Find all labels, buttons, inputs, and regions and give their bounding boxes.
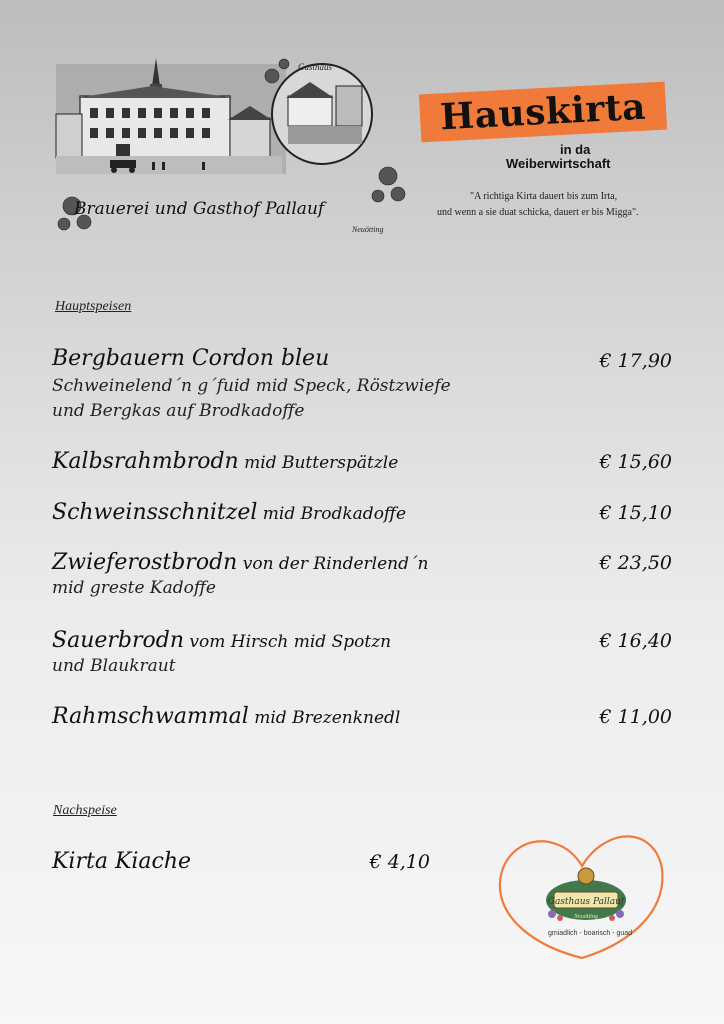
- section-label-main-dishes: Hauptspeisen: [55, 299, 132, 314]
- dish-description: und Blaukraut: [52, 656, 176, 676]
- dish-description: und Bergkas auf Brodkadoffe: [52, 401, 305, 421]
- dish-price: € 17,90: [599, 350, 672, 372]
- quote-line-2: und wenn a sie duat schicka, dauert er bis Migga".: [437, 207, 639, 218]
- dish-name: Schweinsschnitzel: [52, 500, 258, 525]
- quote-line-1: "A richtiga Kirta dauert bis zum Irta,: [470, 191, 618, 202]
- dish-name: Kalbsrahmbrodn: [52, 449, 239, 474]
- dish-description: Schweinelend´n g´fuid mid Speck, Röstzwiefe: [52, 376, 451, 396]
- dessert-title: Kirta Kiache: [52, 849, 192, 874]
- logo-tagline: gmiadlich - boarisch - guad: [548, 930, 633, 937]
- dish-side: mid Brezenknedl: [248, 708, 401, 728]
- dish-price: € 23,50: [599, 552, 672, 574]
- dish-title: [52, 550, 428, 575]
- dish-side: mid Butterspätzle: [238, 453, 399, 473]
- dish-title: [52, 704, 400, 729]
- dish-side: von der Rinderlend´n: [237, 554, 429, 574]
- subtitle-line-1: in da: [560, 142, 591, 157]
- dish-name: Bergbauern Cordon bleu: [52, 346, 330, 371]
- dish-price: € 15,10: [599, 502, 672, 524]
- dish-name: Zwieferostbrodn: [52, 550, 238, 575]
- dish-description: mid greste Kadoffe: [52, 578, 216, 598]
- dish-price: € 16,40: [599, 630, 672, 652]
- illustration-place-text: Neuötting: [352, 225, 384, 234]
- dish-price: € 15,60: [599, 451, 672, 473]
- section-label-dessert: Nachspeise: [53, 803, 117, 818]
- dessert-price: € 4,10: [369, 851, 430, 873]
- illustration-sign-text: Brauerei und Gasthof Pallauf: [74, 199, 325, 219]
- title-banner: [419, 82, 667, 143]
- header-illustration: [52, 56, 410, 242]
- illustration-inset-label: Gasthaus: [298, 62, 333, 72]
- logo-name: Gasthaus Pallauf: [547, 897, 625, 907]
- gasthaus-logo: [494, 826, 670, 966]
- dish-name: Sauerbrodn: [52, 628, 184, 653]
- logo-place: Neuötting: [574, 914, 598, 920]
- page-title: Hauskirta: [439, 85, 647, 139]
- dish-price: € 11,00: [599, 706, 672, 728]
- dish-side: vom Hirsch mid Spotzn: [184, 632, 392, 652]
- subtitle-line-2: Weiberwirtschaft: [506, 156, 611, 171]
- dish-title: [52, 449, 398, 474]
- dish-title: [52, 628, 391, 653]
- dish-title: [52, 500, 406, 525]
- dish-side: mid Brodkadoffe: [257, 504, 407, 524]
- dish-name: Rahmschwammal: [52, 704, 249, 729]
- dish-title: [52, 346, 329, 371]
